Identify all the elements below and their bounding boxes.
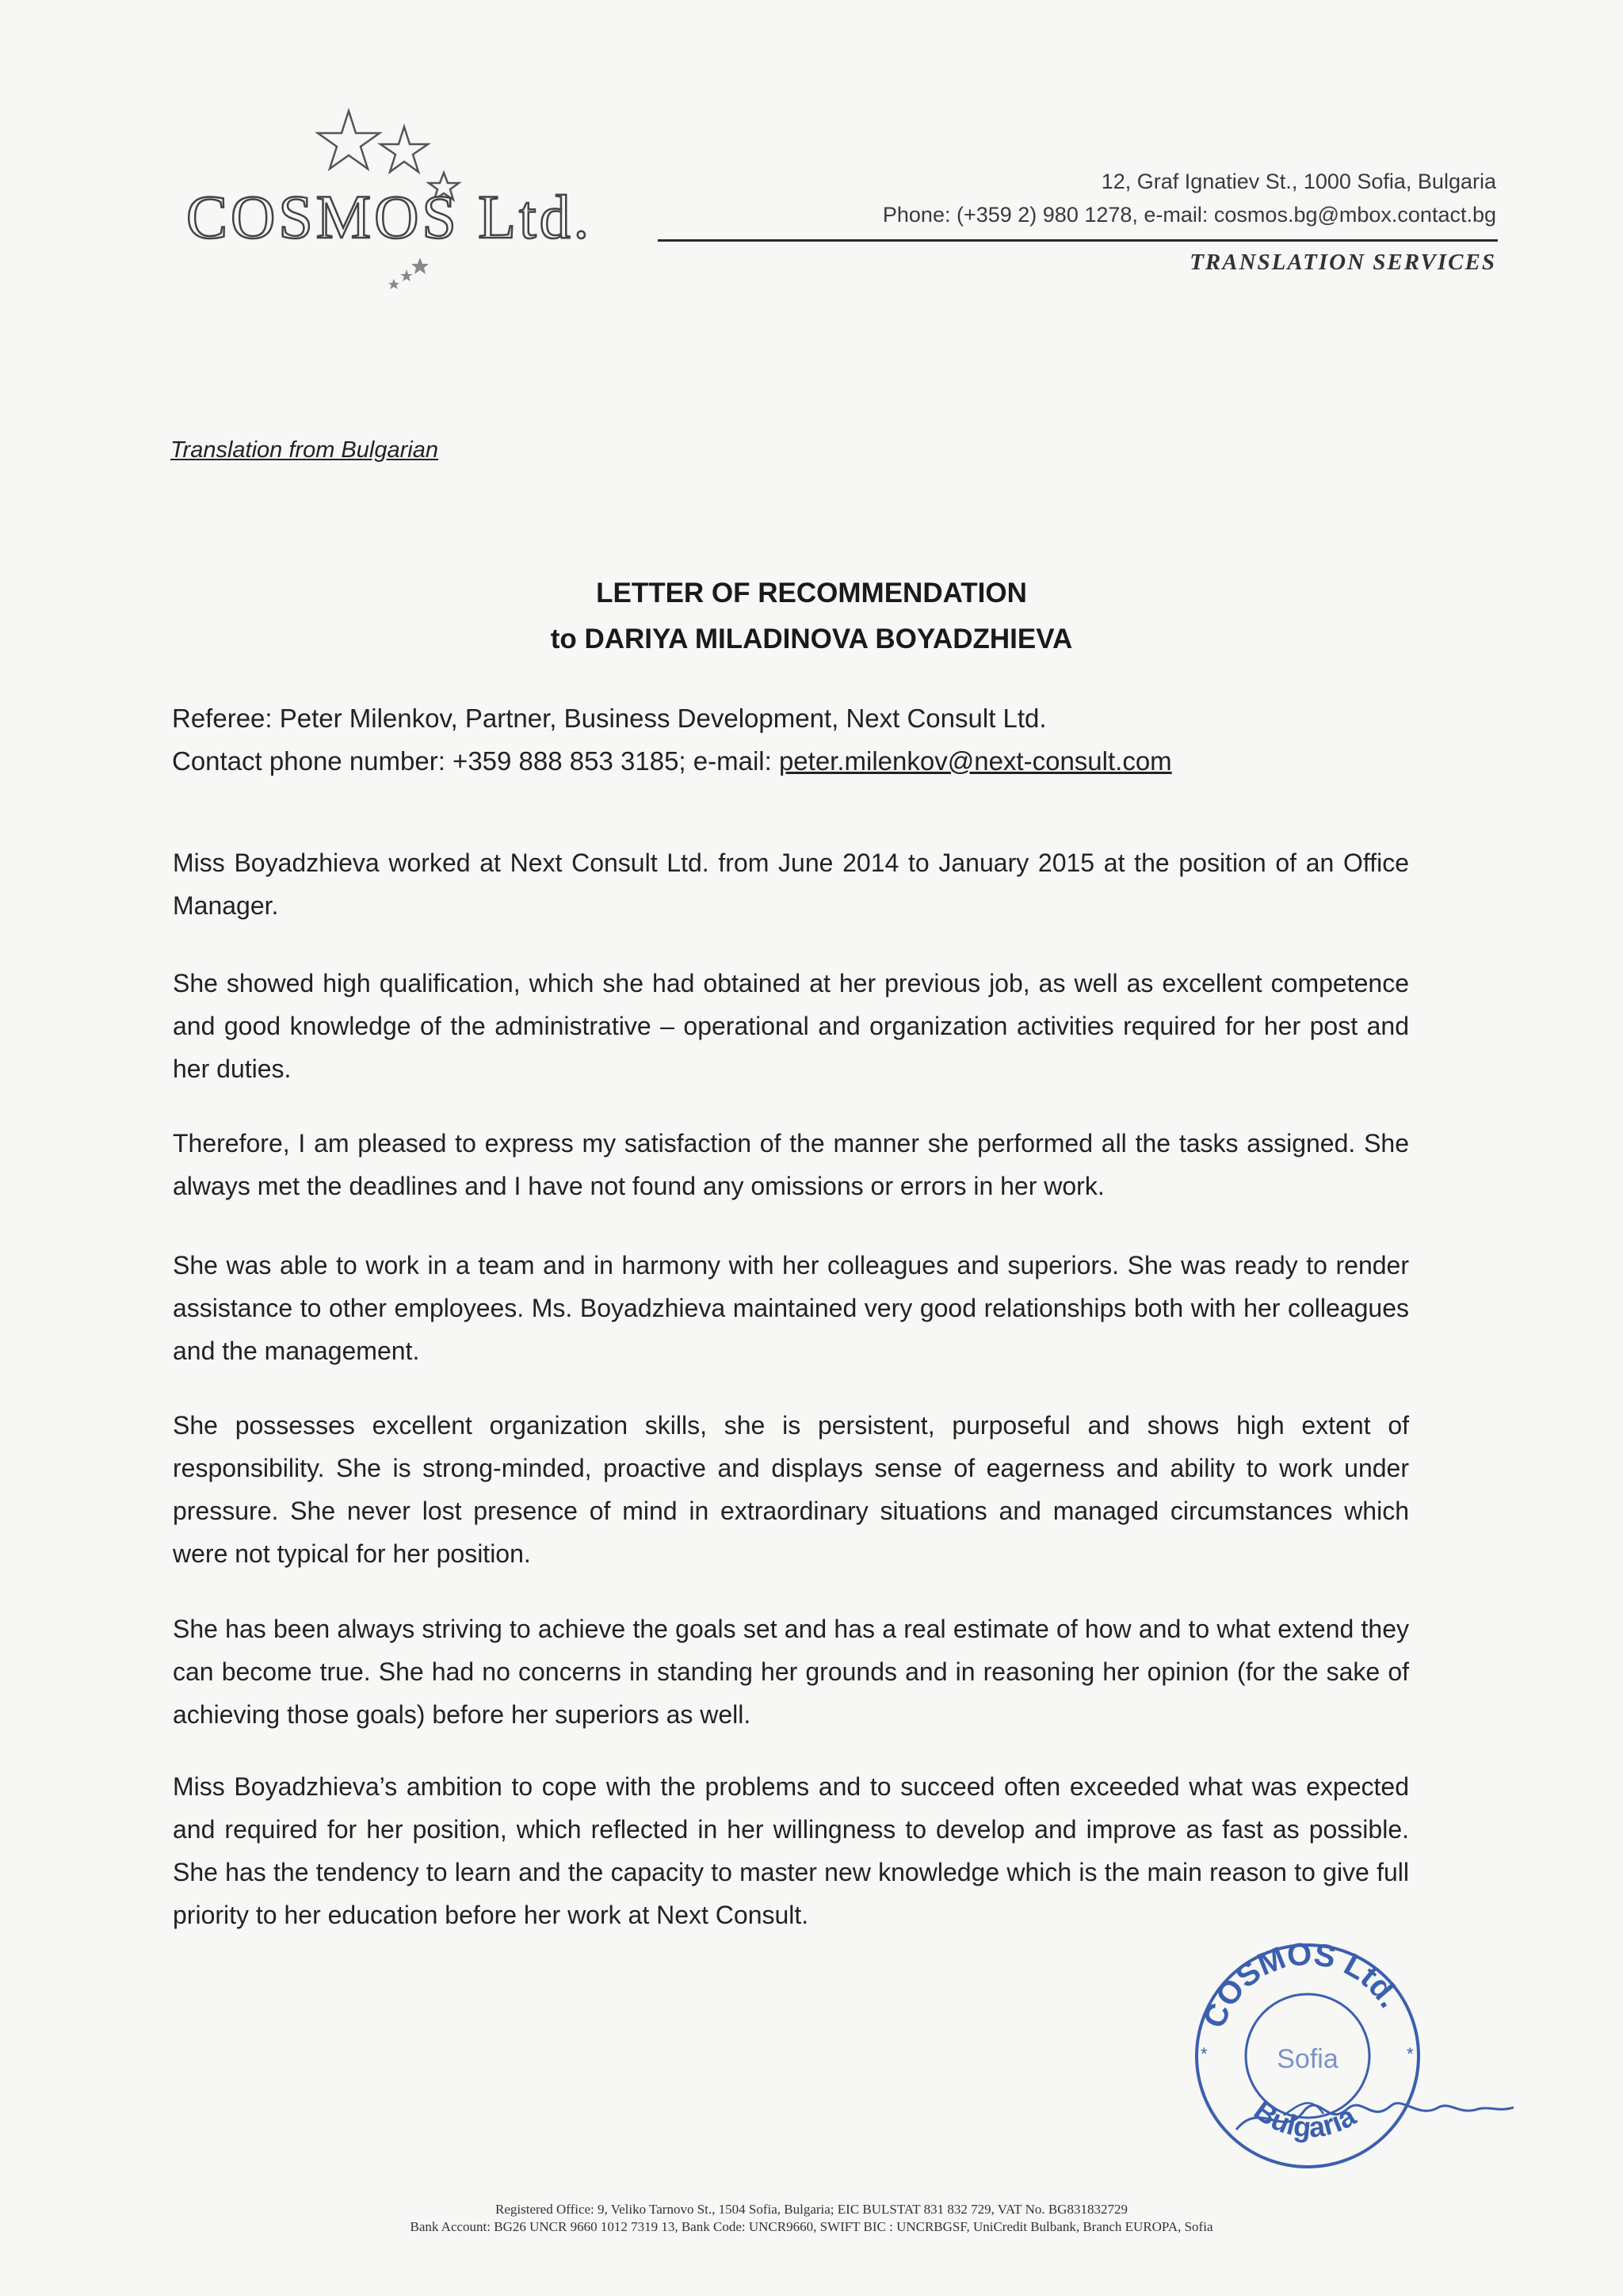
letterhead-address: 12, Graf Ignatiev St., 1000 Sofia, Bulgaria bbox=[1101, 170, 1496, 193]
paragraph: She has been always striving to achieve the goals set and has a real estimate of how and to what extend they can become true. She had no concerns in standing her grounds and in reasoning her opinion (for the sake of achieving those goals) before her superiors as well. bbox=[173, 1615, 1409, 1729]
svg-text:*: * bbox=[1407, 2044, 1414, 2064]
letterhead-contact bbox=[883, 165, 1496, 231]
paragraph: She possesses excellent organization skills, she is persistent, purposeful and shows high extent of responsibility. She is strong-minded, proactive and displays sense of eagerness and ability to work under pressure. She never lost presence of mind in extraordinary situations and managed circumstances which were not typical for her position. bbox=[173, 1411, 1409, 1568]
contact-prefix: Contact phone number: +359 888 853 3185; e-mail: bbox=[172, 746, 779, 776]
paragraph: Miss Boyadzhieva worked at Next Consult Ltd. from June 2014 to January 2015 at the position of an Office Manager. bbox=[173, 849, 1409, 920]
star-icon bbox=[318, 111, 380, 169]
letterhead-phone: Phone: (+359 2) 980 1278, e-mail: cosmos.bg@mbox.contact.bg bbox=[882, 203, 1496, 227]
letter-subtitle: to DARIYA MILADINOVA BOYADZHIEVA bbox=[550, 624, 1073, 654]
letter-title: LETTER OF RECOMMENDATION bbox=[596, 578, 1027, 608]
contact-line bbox=[172, 740, 1424, 783]
letterhead-divider bbox=[658, 239, 1498, 242]
logo-text: COSMOS Ltd. bbox=[186, 182, 593, 251]
paragraph: She was able to work in a team and in harmony with her colleagues and superiors. She was ready to render assistance to other employees. Ms. Boyadzhieva maintained very good relationships both with her colleagues and the management. bbox=[173, 1251, 1409, 1365]
letterhead-services: TRANSLATION SERVICES bbox=[1190, 250, 1496, 275]
referee-email-link[interactable]: peter.milenkov@next-consult.com bbox=[778, 746, 1172, 776]
stamp-center-text: Sofia bbox=[1277, 2044, 1338, 2074]
star-icon bbox=[380, 127, 428, 172]
referee-block bbox=[172, 697, 1424, 783]
stamp-top-text: COSMOS Ltd. bbox=[1197, 1936, 1408, 2033]
company-stamp bbox=[1165, 1933, 1537, 2171]
paragraph: Therefore, I am pleased to express my satisfaction of the manner she performed all the tasks assigned. She always met the deadlines and I have not found any omissions or errors in her work. bbox=[173, 1129, 1409, 1200]
paragraph: Miss Boyadzhieva’s ambition to cope with the problems and to succeed often exceeded what was expected and required for her position, which reflected in her willingness to develop and improve as fast as possible. She has the tendency to learn and the capacity to master new knowledge which is the main reason to give full priority to her education before her work at Next Consult. bbox=[173, 1772, 1409, 1929]
footer-bank-details: Bank Account: BG26 UNCR 9660 1012 7319 13, Bank Code: UNCR9660, SWIFT BIC : UNCRBGSF, UniCredit Bulbank, Branch EUROPA, Sofia bbox=[410, 2219, 1213, 2234]
translation-note: Translation from Bulgarian bbox=[170, 437, 438, 463]
svg-text:*: * bbox=[1201, 2044, 1208, 2064]
footer-registered-office: Registered Office: 9, Veliko Tarnovo St., 1504 Sofia, Bulgaria; EIC BULSTAT 831 832 729, VAT No. BG831832729 bbox=[495, 2202, 1128, 2217]
footer bbox=[0, 2201, 1623, 2236]
paragraph: She showed high qualification, which she had obtained at her previous job, as well as excellent competence and good knowledge of the administrative – operational and organization activities required for her post and her duties. bbox=[173, 969, 1409, 1083]
stamp-bottom-text: Bulgaria bbox=[1248, 2093, 1361, 2144]
svg-text:COSMOS Ltd. bbox=[1197, 1936, 1407, 2032]
cosmos-logo bbox=[178, 103, 654, 309]
referee-line: Referee: Peter Milenkov, Partner, Business Development, Next Consult Ltd. bbox=[172, 704, 1047, 733]
